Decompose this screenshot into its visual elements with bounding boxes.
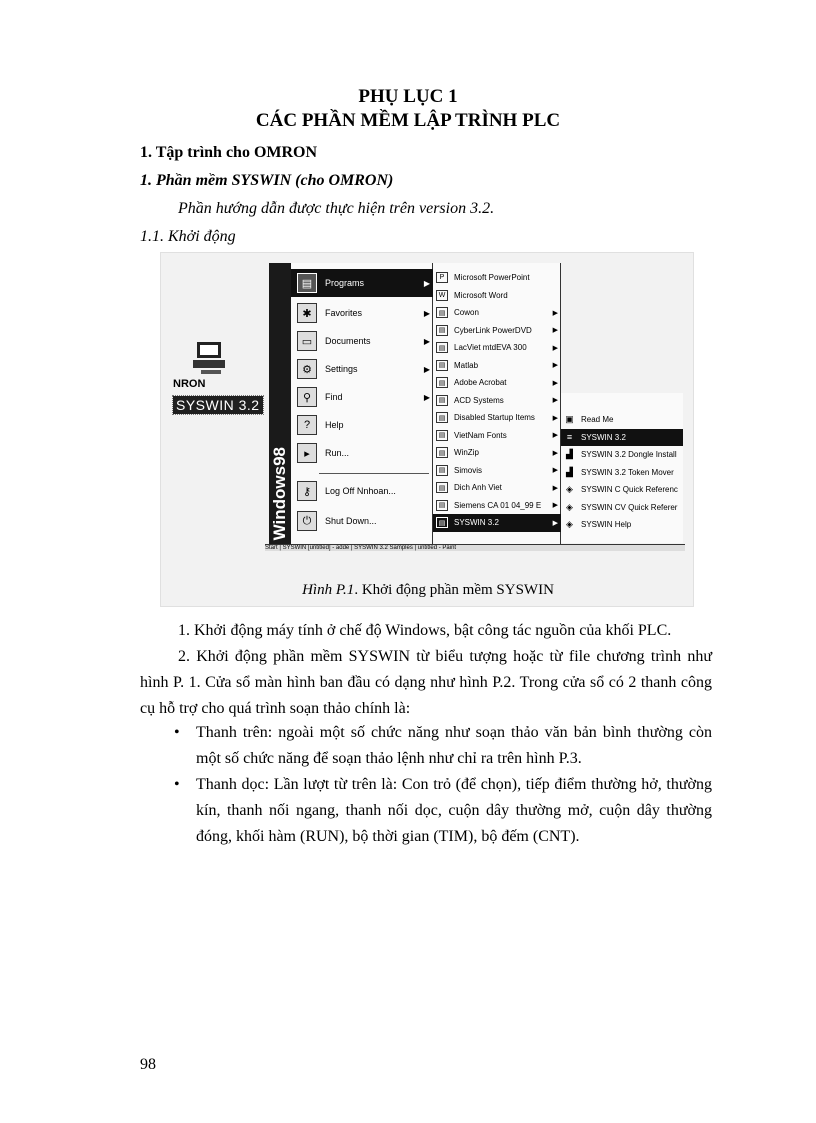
start-item-logoff[interactable]: ⚷ Log Off Nnhoan... (291, 477, 433, 505)
bullet-item: • Thanh trên: ngoài một số chức năng như soạn thảo văn bản bình thường còn một số chức năng để soạn thảo lệnh như chỉ ra trên hình P.3. (196, 720, 712, 772)
help-book-icon: ◈ (566, 501, 573, 512)
program-item-syswin[interactable]: ▤ SYSWIN 3.2 ▶ (433, 514, 561, 532)
folder-icon: ▤ (436, 412, 448, 423)
syswin-item-selected[interactable]: ≡ SYSWIN 3.2 (561, 429, 683, 447)
favorites-icon: ✱ (297, 303, 317, 323)
bullet-icon: • (174, 724, 180, 741)
help-book-icon: ◈ (566, 519, 573, 530)
folder-icon: ▤ (436, 447, 448, 458)
folder-icon: ▤ (436, 430, 448, 441)
paragraph-1: 1. Khởi động máy tính ở chế độ Windows, bật công tác nguồn của khối PLC. (178, 622, 672, 639)
folder-icon: ▤ (436, 517, 448, 528)
syswin-item[interactable]: ◈ SYSWIN CV Quick Referer (561, 499, 683, 517)
folder-icon: ▤ (436, 307, 448, 318)
bullet-icon: • (174, 776, 180, 793)
folder-icon: ▤ (436, 360, 448, 371)
start-item-documents[interactable]: ▭ Documents ▶ (291, 327, 433, 355)
readme-icon: ▣ (565, 414, 574, 425)
program-item[interactable]: ▤ Cowon ▶ (433, 304, 561, 322)
logoff-icon: ⚷ (297, 481, 317, 501)
start-item-run[interactable]: ▸ Run... (291, 439, 433, 467)
install-icon: ▟ (566, 449, 573, 460)
menu-separator (319, 473, 429, 474)
program-item[interactable]: ▤ VietNam Fonts ▶ (433, 427, 561, 445)
help-book-icon: ◈ (566, 484, 573, 495)
programs-menu (433, 263, 561, 548)
folder-icon: ▤ (436, 325, 448, 336)
folder-icon: ▤ (436, 342, 448, 353)
word-icon: W (436, 290, 448, 301)
start-menu (291, 263, 433, 548)
help-icon: ? (297, 415, 317, 435)
program-item[interactable]: ▤ Adobe Acrobat ▶ (433, 374, 561, 392)
subsection-heading: 1. Phần mềm SYSWIN (cho OMRON) (140, 172, 394, 189)
start-item-settings[interactable]: ⚙ Settings ▶ (291, 355, 433, 383)
caption-text: . Khởi động phần mềm SYSWIN (354, 582, 554, 598)
subsubsection-heading: 1.1. Khởi động (140, 228, 236, 245)
screenshot-figure (160, 252, 694, 607)
start-banner-text: Windows98 (270, 446, 289, 540)
settings-icon: ⚙ (297, 359, 317, 379)
program-item[interactable]: ▤ CyberLink PowerDVD ▶ (433, 322, 561, 340)
appendix-heading: PHỤ LỤC 1 (358, 86, 458, 107)
folder-icon: ▤ (436, 465, 448, 476)
folder-icon: ▤ (436, 377, 448, 388)
intro-text: Phần hướng dẫn được thực hiện trên version 3.2. (178, 200, 495, 217)
program-item[interactable]: W Microsoft Word (433, 287, 561, 305)
syswin-item[interactable]: ◈ SYSWIN C Quick Referenc (561, 481, 683, 499)
program-item[interactable]: ▤ Matlab ▶ (433, 357, 561, 375)
bullet-item: • Thanh dọc: Lần lượt từ trên là: Con trỏ (để chọn), tiếp điểm thường hở, thường kín, thanh nối ngang, thanh nối dọc, cuộn dây thường mở, cuộn dây thường đóng, khối hàm (RUN), bộ thời gian (TIM), bộ đếm (CNT). (196, 772, 712, 850)
page-number: 98 (140, 1056, 156, 1073)
syswin-item[interactable]: ▟ SYSWIN 3.2 Dongle Install (561, 446, 683, 464)
run-icon: ▸ (297, 443, 317, 463)
appendix-title: CÁC PHẦN MỀM LẬP TRÌNH PLC (255, 110, 561, 131)
program-item[interactable]: ▤ LacViet mtdEVA 300 ▶ (433, 339, 561, 357)
syswin-item[interactable]: ▣ Read Me (565, 414, 614, 425)
taskbar[interactable]: Start | SYSWIN [untitled] - adde | SYSWIN 3.2 Samples | untitled - Paint (265, 544, 685, 551)
folder-icon: ▤ (436, 395, 448, 406)
computer-icon (191, 338, 231, 378)
section-heading: 1. Tập trình cho OMRON (140, 144, 318, 161)
program-item[interactable]: ▤ Siemens CA 01 04_99 E ▶ (433, 497, 561, 515)
program-item[interactable]: P Microsoft PowerPoint (433, 269, 561, 287)
start-item-find[interactable]: ⚲ Find ▶ (291, 383, 433, 411)
syswin-item[interactable]: ▟ SYSWIN 3.2 Token Mover (561, 464, 683, 482)
start-item-programs[interactable]: ▤ Programs ▶ (291, 269, 433, 297)
token-icon: ▟ (566, 466, 573, 477)
program-item[interactable]: ▤ Disabled Startup Items ▶ (433, 409, 561, 427)
figure-caption (161, 582, 695, 599)
folder-icon: ▤ (436, 500, 448, 511)
desktop-icon-label[interactable]: SYSWIN 3.2 (173, 396, 263, 414)
find-icon: ⚲ (297, 387, 317, 407)
desktop-icon-brand: NRON (173, 378, 206, 390)
syswin-item[interactable]: ◈ SYSWIN Help (561, 516, 683, 534)
program-item[interactable]: ▤ Simovis ▶ (433, 462, 561, 480)
paragraph-2: 2. Khởi động phần mềm SYSWIN từ biểu tượng hoặc từ file chương trình như hình P. 1. Cửa sổ màn hình ban đầu có dạng như hình P.2. Trong cửa sổ có 2 thanh công cụ hỗ trợ cho quá trình soạn thảo chính là: (140, 648, 712, 717)
start-item-favorites[interactable]: ✱ Favorites ▶ (291, 299, 433, 327)
caption-label: Hình P.1 (302, 582, 355, 598)
syswin-submenu (561, 393, 683, 543)
start-menu-banner (269, 263, 291, 548)
start-item-help[interactable]: ? Help (291, 411, 433, 439)
program-item[interactable]: ▤ ACD Systems ▶ (433, 392, 561, 410)
program-item[interactable]: ▤ WinZip ▶ (433, 444, 561, 462)
folder-icon: ▤ (436, 482, 448, 493)
syswin-icon: ≡ (566, 432, 573, 443)
programs-icon: ▤ (297, 273, 317, 293)
documents-icon: ▭ (297, 331, 317, 351)
shutdown-icon: ⏻ (297, 511, 317, 531)
start-item-shutdown[interactable]: ⏻ Shut Down... (291, 507, 433, 535)
powerpoint-icon: P (436, 272, 448, 283)
program-item[interactable]: ▤ Dich Anh Viet ▶ (433, 479, 561, 497)
